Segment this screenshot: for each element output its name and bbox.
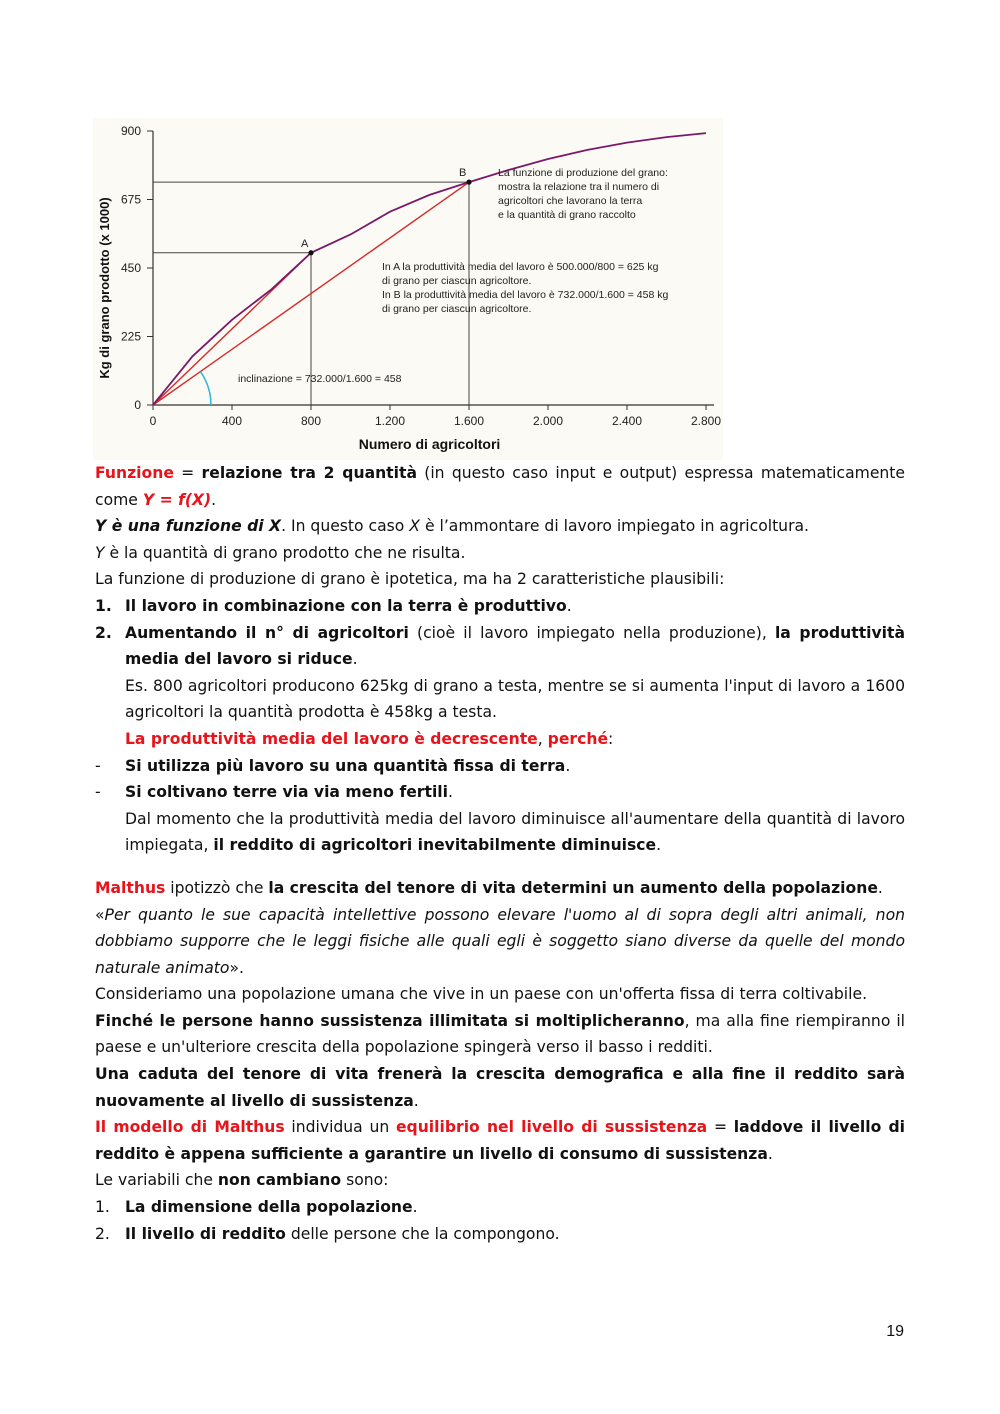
point-label: A xyxy=(301,237,309,250)
example-paragraph: Es. 800 agricoltori producono 625kg di grano a testa, mentre se si aumenta l'input di lavoro a 1600 agricoltori la quantità prodotta è 458kg a testa. xyxy=(125,676,905,722)
y-axis-title: Kg di grano prodotto (x 1000) xyxy=(97,197,112,379)
x-tick-label: 400 xyxy=(221,414,243,428)
income-paragraph: Dal momento che la produttività media del lavoro diminuisce all'aumentare della quantità di lavoro impiegata, il reddito di agricoltori inevitabilmente diminuisce. xyxy=(125,809,905,855)
y-tick-label: 450 xyxy=(120,261,141,275)
malthus-model-paragraph: Il modello di Malthus individua un equilibrio nel livello di sussistenza = laddove il livello di reddito è appena sufficiente a garantire un livello di consumo di sussistenza. xyxy=(95,1118,906,1163)
population-paragraph: Consideriamo una popolazione umana che vive in un paese con un'offerta fissa di terra coltivabile. xyxy=(95,985,868,1004)
x-tick-label: 1.600 xyxy=(453,414,485,428)
annotation-line: agricoltori che lavorano la terra xyxy=(498,195,643,207)
x-tick-label: 2.800 xyxy=(690,414,722,428)
malthus-quote: «Per quanto le sue capacità intellettive possono elevare l'uomo al di sopra degli altri animali, non dobbiamo supporre che le leggi fisiche alle quali egli è soggetto siano diverse da quelle del mondo naturale animato». xyxy=(95,905,905,977)
y-tick-label: 900 xyxy=(120,124,141,138)
page-number: 19 xyxy=(886,1323,904,1340)
point-label: B xyxy=(459,167,467,180)
list-item: 1. La dimensione della popolazione. xyxy=(95,1198,418,1217)
list-item: 2. Aumentando il n° di agricoltori (cioè il lavoro impiegato nella produzione), la produttività media del lavoro si riduce. xyxy=(95,623,905,669)
list-item: - Si coltivano terre via via meno fertili. xyxy=(95,783,453,802)
productivity-line: In B la produttività media del lavoro è 732.000/1.600 = 458 kg xyxy=(382,289,669,301)
list-item: 2. Il livello di reddito delle persone che la compongono. xyxy=(95,1224,560,1243)
point-b xyxy=(466,180,471,185)
list-item: - Si utilizza più lavoro su una quantità fissa di terra. xyxy=(95,756,571,775)
x-tick-label: 0 xyxy=(149,414,157,428)
paragraph-gap xyxy=(95,859,905,875)
subsistence-paragraph: Finché le persone hanno sussistenza illimitata si moltiplicheranno, ma alla fine riempiranno il paese e un'ulteriore crescita della popolazione spingerà verso il basso i redditi. xyxy=(95,1011,906,1057)
production-function-chart xyxy=(93,118,723,460)
living-standard-paragraph: Una caduta del tenore di vita frenerà la crescita demografica e alla fine il reddito sarà nuovamente al livello di sussistenza. xyxy=(95,1065,905,1110)
list-item: 1. Il lavoro in combinazione con la terra è produttivo. xyxy=(95,596,572,615)
point-a xyxy=(308,250,313,255)
variables-intro: Le variabili che non cambiano sono: xyxy=(95,1171,389,1190)
annotation-line: mostra la relazione tra il numero di xyxy=(498,181,660,193)
productivity-line: In A la produttività media del lavoro è 500.000/800 = 625 kg xyxy=(382,261,659,273)
y-quantity-paragraph: Y è la quantità di grano prodotto che ne risulta. xyxy=(95,543,466,562)
slope-angle-arc xyxy=(200,372,211,405)
y-tick-label: 225 xyxy=(120,329,141,344)
production-function-figure xyxy=(93,118,723,460)
x-axis-title: Numero di agricoltori xyxy=(358,436,501,452)
x-tick-label: 800 xyxy=(300,414,322,428)
x-tick-label: 2.400 xyxy=(611,414,643,428)
y-tick-label: 675 xyxy=(120,192,141,207)
annotation-line: La funzione di produzione del grano: xyxy=(498,167,668,179)
productivity-line: di grano per ciascun agricoltore. xyxy=(382,303,532,315)
y-tick-label: 0 xyxy=(134,398,141,412)
productivity-line: di grano per ciascun agricoltore. xyxy=(382,275,532,287)
x-tick-label: 1.200 xyxy=(374,414,406,428)
slope-label: inclinazione = 732.000/1.600 = 458 xyxy=(238,373,402,385)
definition-paragraph: Funzione = relazione tra 2 quantità (in questo caso input e output) espressa matematicamente come Y = f(X). xyxy=(95,464,905,509)
characteristics-intro: La funzione di produzione di grano è ipotetica, ma ha 2 caratteristiche plausibili: xyxy=(95,570,725,589)
x-tick-label: 2.000 xyxy=(532,414,564,428)
term-funzione: Funzione xyxy=(95,464,174,482)
malthus-paragraph: Malthus ipotizzò che la crescita del tenore di vita determini un aumento della popolazione. xyxy=(95,878,883,897)
decreasing-productivity-line: La produttività media del lavoro è decrescente, perché: xyxy=(125,729,614,748)
annotation-line: e la quantità di grano raccolto xyxy=(498,209,636,221)
y-function-paragraph: Y è una funzione di X. In questo caso X è l’ammontare di lavoro impiegato in agricoltura. xyxy=(95,517,809,536)
page-text xyxy=(95,460,905,1247)
